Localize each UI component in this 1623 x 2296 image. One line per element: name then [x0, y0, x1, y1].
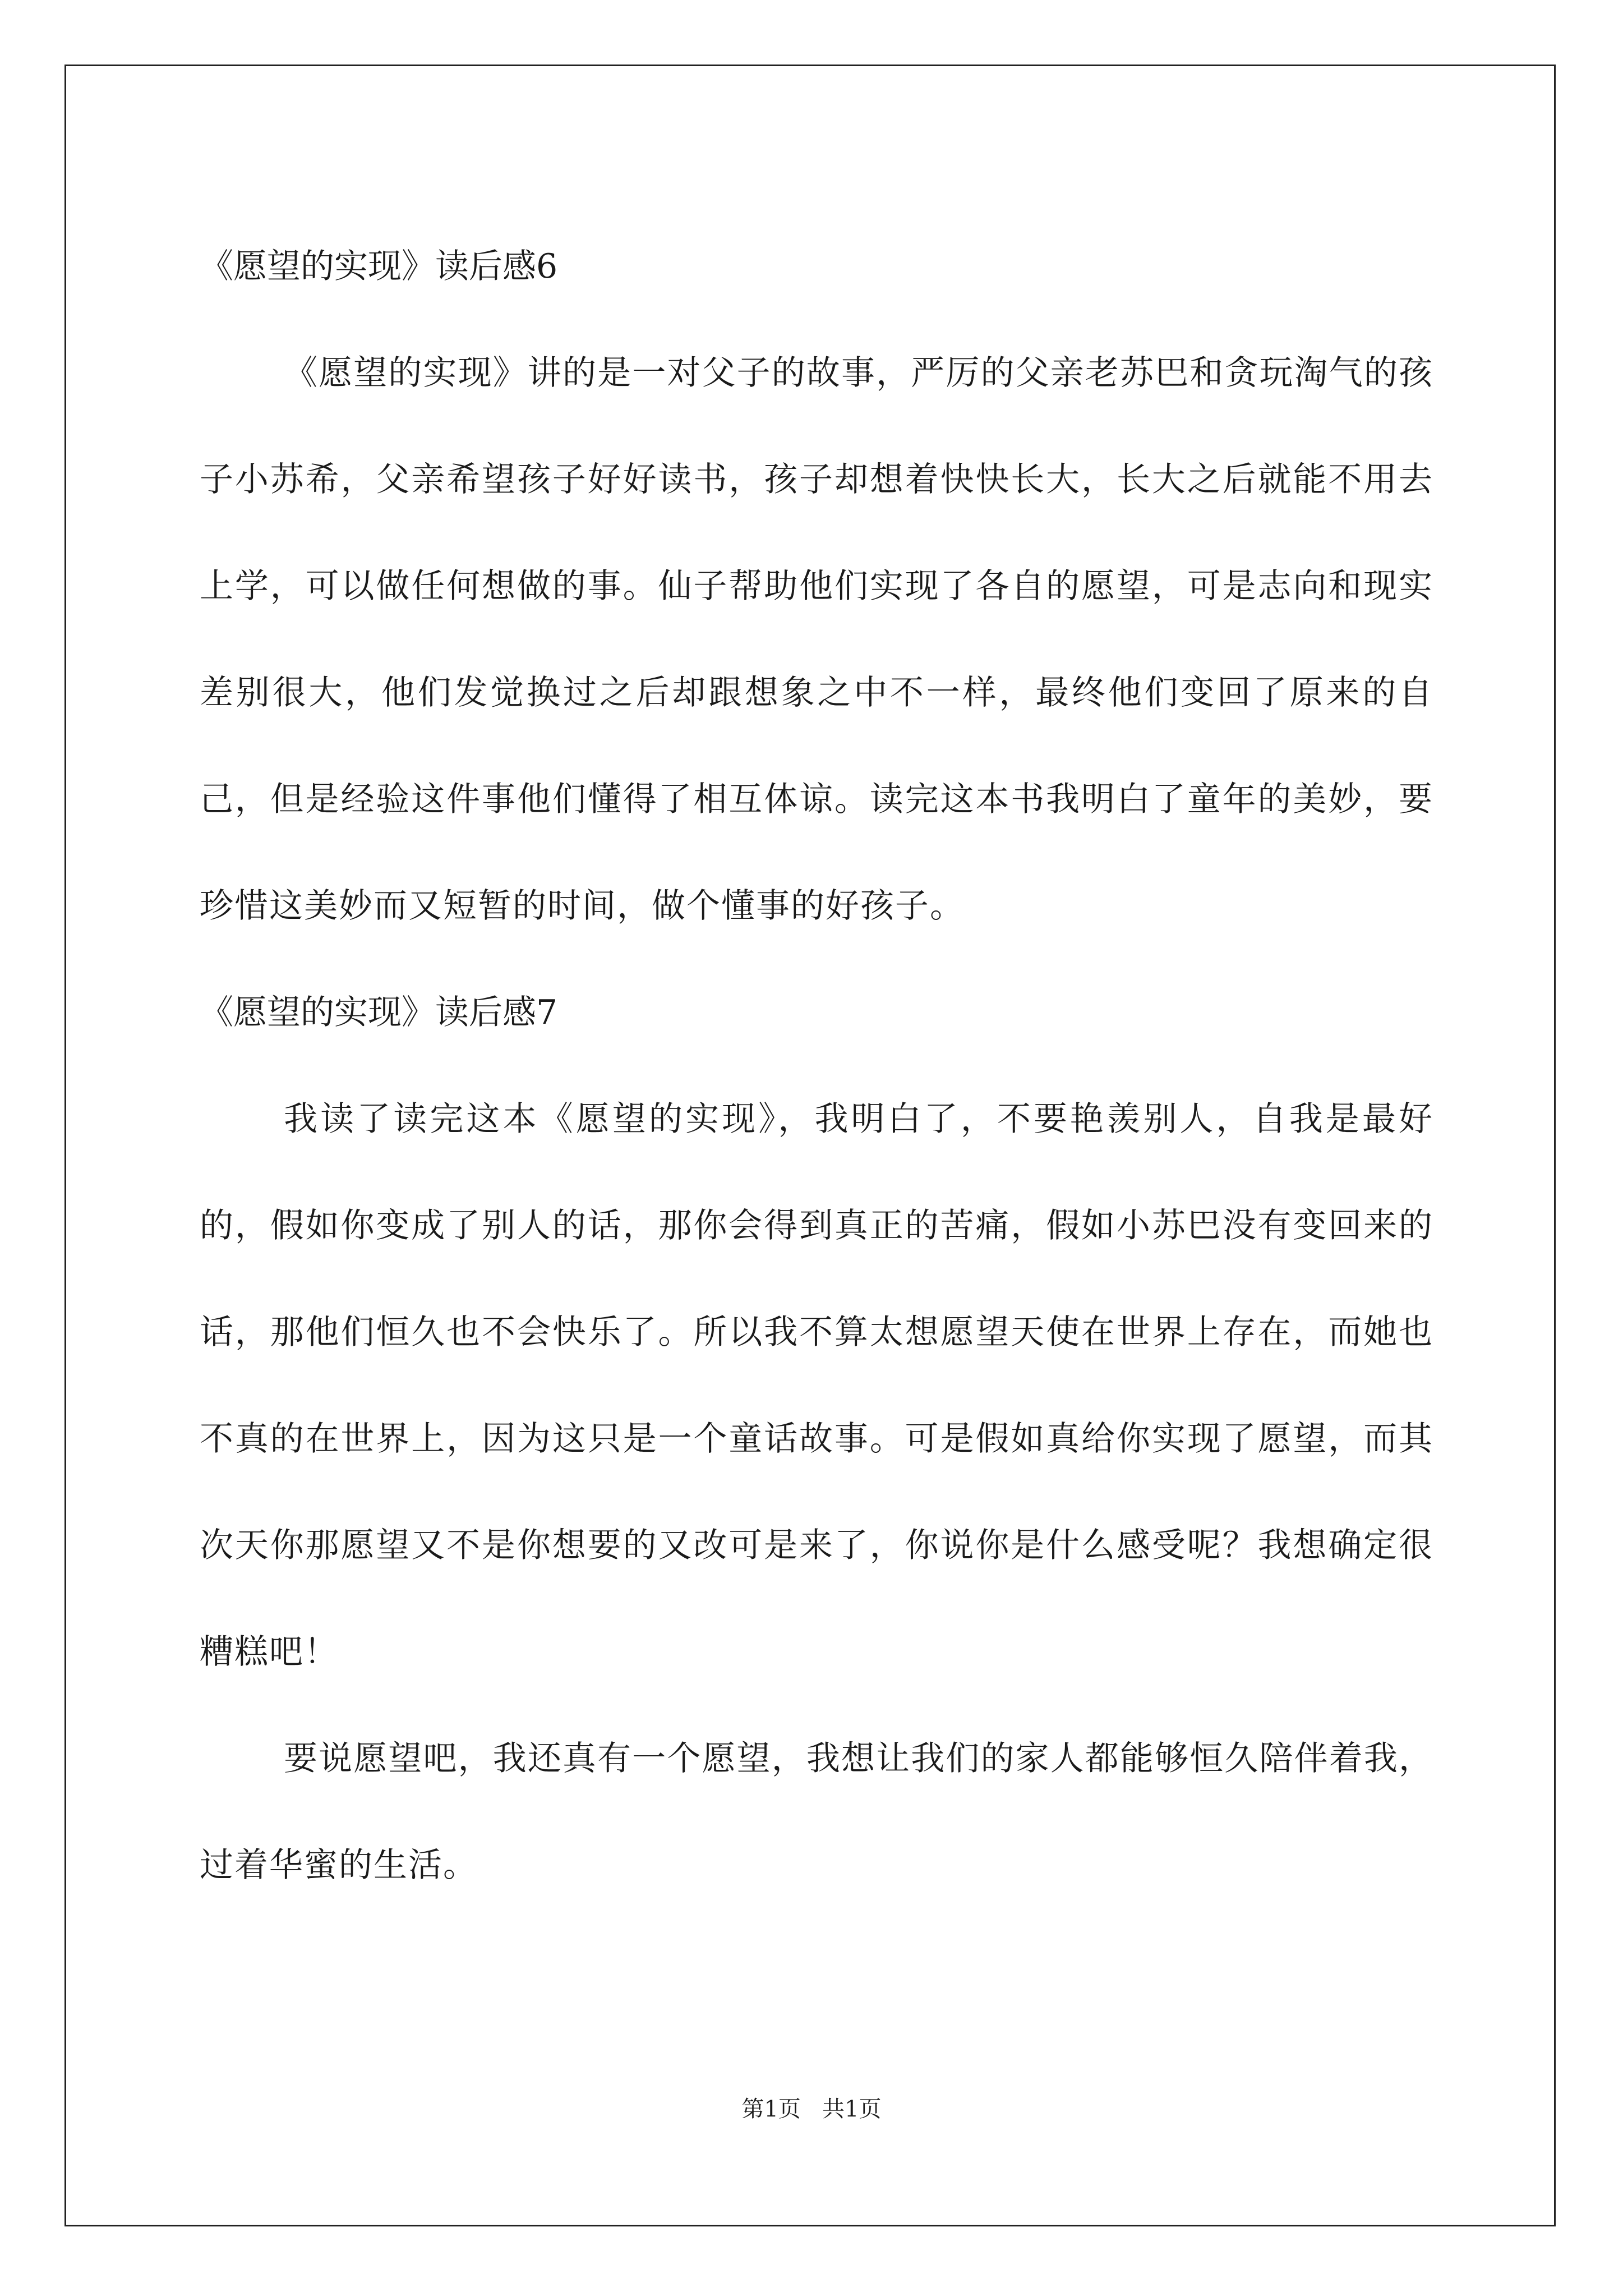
paragraph: 《愿望的实现》讲的是一对父子的故事，严厉的父亲老苏巴和贪玩淘气的孩子小苏希，父亲希望孩子好好读书，孩子却想着快快长大，长大之后就能不用去上学，可以做任何想做的事。仙子帮助他们实现了各自的愿望，可是志向和现实差别很大，他们发觉换过之后却跟想象之中不一样，最终他们变回了原来的自己，但是经验这件事他们懂得了相互体谅。读完这本书我明白了童年的美妙，要珍惜这美妙而又短暂的时间，做个懂事的好孩子。: [200, 353, 1433, 926]
page-number-footer: 第1页 共1页: [741, 2096, 882, 2122]
section-review-7: [200, 959, 1433, 1918]
section-heading: 《愿望的实现》读后感6: [200, 247, 558, 286]
paragraph: 我读了读完这本《愿望的实现》，我明白了，不要艳羡别人，自我是最好的，假如你变成了别人的话，那你会得到真正的苦痛，假如小苏巴没有变回来的话，那他们恒久也不会快乐了。所以我不算太想愿望天使在世界上存在，而她也不真的在世界上，因为这只是一个童话故事。可是假如真给你实现了愿望，而其次天你那愿望又不是你想要的又改可是来了，你说你是什么感受呢？我想确定很糟糕吧！: [200, 1099, 1433, 1672]
section-review-6: [200, 213, 1433, 959]
paragraph: 要说愿望吧，我还真有一个愿望，我想让我们的家人都能够恒久陪伴着我，过着华蜜的生活。: [200, 1739, 1433, 1885]
document-body: [200, 213, 1433, 1918]
section-heading: 《愿望的实现》读后感7: [200, 993, 558, 1032]
